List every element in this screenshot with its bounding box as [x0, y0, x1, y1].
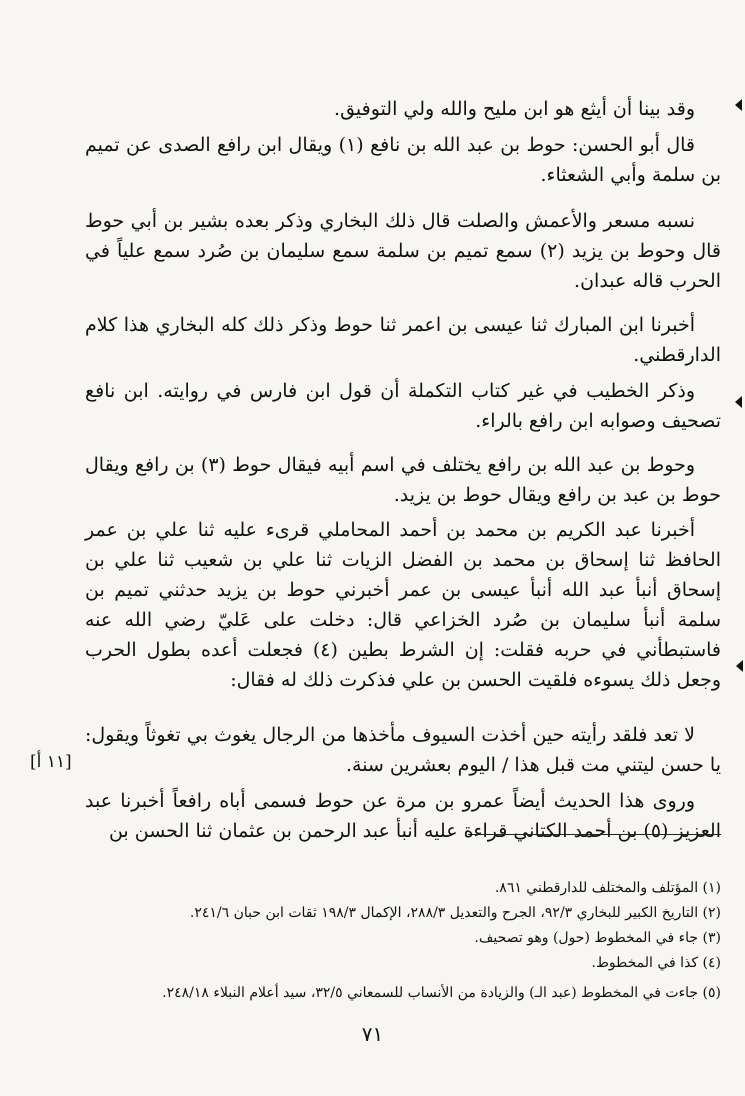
margin-mark-icon — [735, 396, 742, 408]
paragraph: أخبرنا عبد الكريم بن محمد بن أحمد المحاملي قرىء عليه ثنا علي بن عمر الحافظ ثنا إسحاق بن محمد بن الفضل الزيات ثنا علي بن شعيب ثنا علي بن إسحاق أنبأ عبد الله أنبأ عيسى بن عمر أخبرني حوط بن يزيد حدثني تميم بن سلمة أنبأ سليمان بن صُرد الخزاعي قال: دخلت على عَليّ رضي الله عنه فاستبطأني في حربه فقلت: إن الشرط بطين (٤) فجعلت أعده بطول الحرب وجعل ذلك يسوءه فلقيت الحسن بن علي فذكرت ذلك له فقال: — [85, 519, 721, 691]
paragraph: وذكر الخطيب في غير كتاب التكملة أن قول ابن فارس في روايته. ابن نافع تصحيف وصوابه ابن رافع بالراء. — [85, 380, 721, 432]
footnote: (٤) كذا في المخطوط. — [591, 955, 721, 971]
paragraph: أخبرنا ابن المبارك ثنا عيسى بن اعمر ثنا حوط وذكر ذلك كله البخاري هذا كلام الدارقطني. — [85, 314, 721, 366]
margin-mark-icon — [736, 660, 743, 672]
margin-mark-icon — [735, 99, 742, 111]
paragraph: وروى هذا الحديث أيضاً عمرو بن مرة عن حوط فسمى أباه رافعاً أخبرنا عبد العزيز (٥) بن أحمد الكتاني قراءة عليه أنبأ عبد الرحمن بن عثمان ثنا الحسن بن — [85, 790, 721, 842]
paragraph: وقد بينا أن أيثع هو ابن مليح والله ولي التوفيق. — [334, 98, 695, 120]
footnote: (٣) جاء في المخطوط (حول) وهو تصحيف. — [474, 930, 721, 946]
page-number: ٧١ — [361, 1022, 384, 1046]
paragraph: قال أبو الحسن: حوط بن عبد الله بن نافع (١) ويقال ابن رافع الصدى عن تميم بن سلمة وأبي الشعثاء. — [85, 134, 721, 186]
paragraph: نسبه مسعر والأعمش والصلت قال ذلك البخاري وذكر بعده بشير بن أبي حوط قال وحوط بن يزيد (٢) سمع تميم بن سلمة سمع سليمان بن صُرد سمع علياً في الحرب قاله عبدان. — [85, 210, 721, 292]
paragraph: لا تعد فلقد رأيته حين أخذت السيوف مأخذها من الرجال يغوث بي تغوثاً ويقول: يا حسن ليتني مت قبل هذا / اليوم بعشرين سنة. — [85, 724, 721, 776]
footnote: (١) المؤتلف والمختلف للدارقطني ٨٦١. — [494, 880, 721, 896]
footnote: (٥) جاءت في المخطوط (عبد الـ) والزيادة من الأنساب للسمعاني ٣٢/٥، سيد أعلام النبلاء ٢٤٨/١٨. — [162, 985, 721, 1001]
footnote-divider — [468, 834, 721, 835]
paragraph: وحوط بن عبد الله بن رافع يختلف في اسم أبيه فيقال حوط (٣) بن رافع ويقال حوط بن عبد بن رافع ويقال حوط بن يزيد. — [85, 454, 721, 506]
folio-reference: [١١ أ] — [30, 752, 72, 772]
footnote: (٢) التاريخ الكبير للبخاري ٩٢/٣، الجرح والتعديل ٢٨٨/٣، الإكمال ١٩٨/٣ ثقات ابن حبان ٢٤١/٦. — [189, 905, 721, 921]
